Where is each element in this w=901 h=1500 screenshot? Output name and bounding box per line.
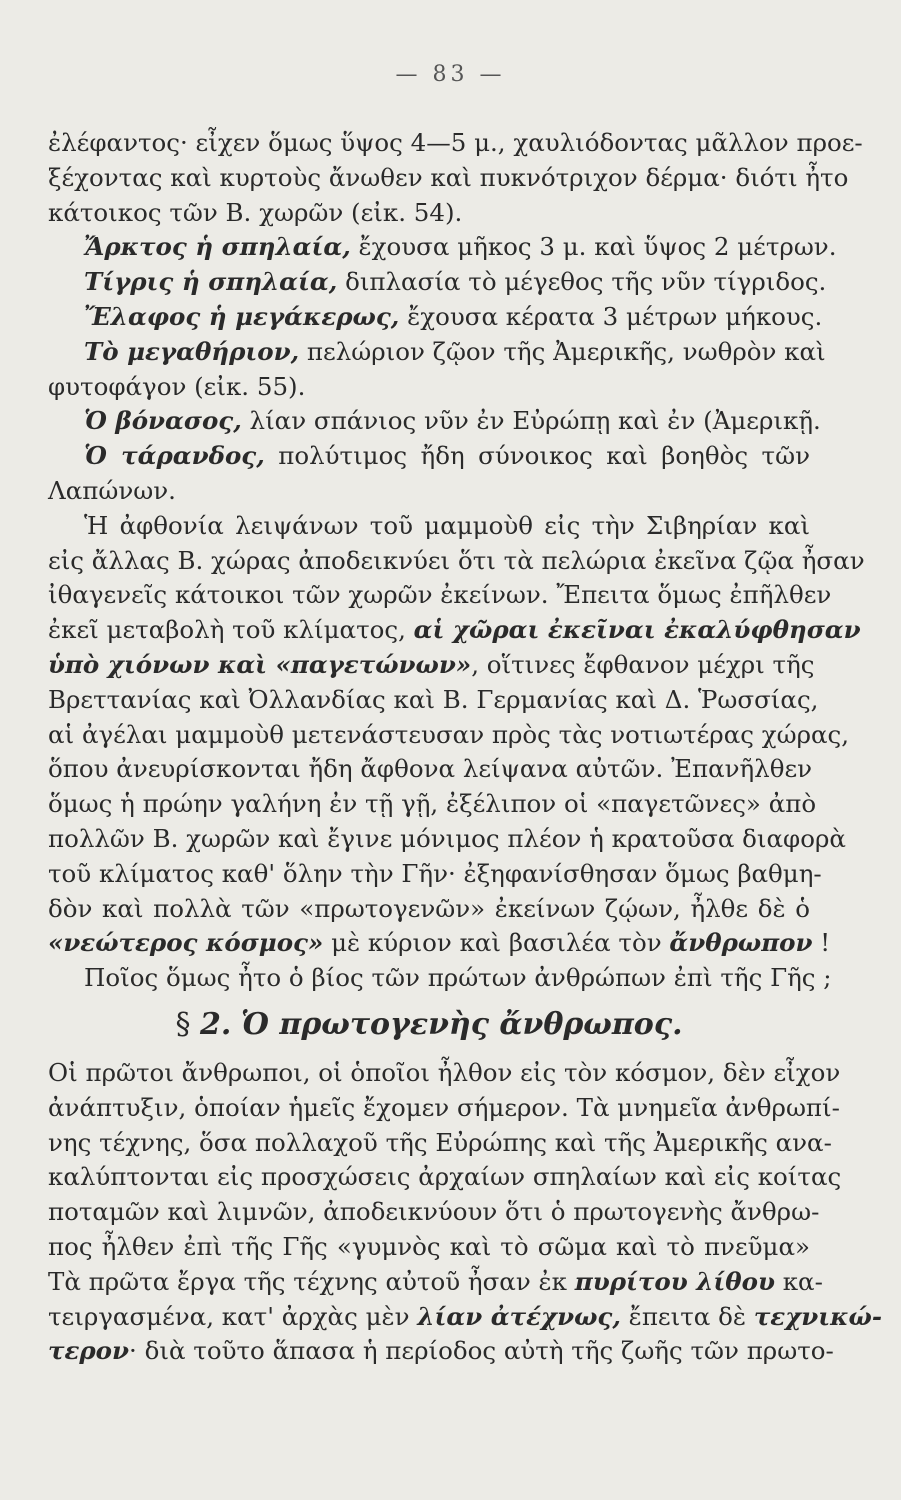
text-line: ἀνάπτυξιν, ὁποίαν ἡμεῖς ἔχομεν σήμερον. Τὰ μνημεῖα ἀνθρωπί- — [48, 1092, 840, 1122]
text-line: Ἡ ἀφθονία λειψάνων τοῦ μαμμοὺθ εἰς τὴν Σιβηρίαν καὶ — [84, 510, 810, 540]
text-line: νης τέχνης, ὅσα πολλαχοῦ τῆς Εὐρώπης καὶ τῆς Ἀμερικῆς ανα- — [48, 1127, 832, 1157]
animal-desc: λίαν σπάνιος νῦν ἐν Εὐρώπῃ καὶ ἐν (Ἀμερικῇ. — [241, 406, 821, 436]
text-run: τειργασμένα, κατ' ἀρχὰς μὲν — [48, 1301, 418, 1331]
text-line: φυτοφάγον (εἰκ. 55). — [48, 371, 306, 401]
text-run: ἐκεῖ μεταβολὴ τοῦ κλίματος, — [48, 615, 414, 645]
section-sign: § — [175, 1006, 191, 1042]
animal-name: Ὁ βόνασος, — [84, 406, 242, 436]
emphasis-text: ὑπὸ χιόνων καὶ «παγετώνων» — [48, 649, 472, 679]
text-run: · διὰ τοῦτο ἅπασα ἡ περίοδος αὐτὴ τῆς ζωῆς τῶν πρωτο- — [129, 1336, 834, 1366]
text-line — [48, 1334, 834, 1369]
text-line: Βρεττανίας καὶ Ὀλλανδίας καὶ Β. Γερμανίας καὶ Δ. Ῥωσσίας, — [48, 684, 819, 714]
text-line: τοῦ κλίματος καθ' ὅλην τὴν Γῆν· ἐξηφανίσθησαν ὅμως βαθμη- — [48, 858, 822, 888]
animal-desc: διπλασία τὸ μέγεθος τῆς νῦν τίγριδος. — [337, 267, 827, 297]
text-line: ὅπου ἀνευρίσκονται ἤδη ἄφθονα λείψανα αὐτῶν. Ἐπανῆλθεν — [48, 754, 813, 784]
text-line: αἱ ἀγέλαι μαμμοὺθ μετενάστευσαν πρὸς τὰς νοτιωτέρας χώρας, — [48, 719, 850, 749]
text-line — [48, 1265, 823, 1300]
text-line: ὅμως ἡ πρώην γαλήνη ἐν τῇ γῇ, ἐξέλιπον οἱ «παγετῶνες» ἀπὸ — [48, 789, 817, 819]
text-line — [48, 648, 815, 683]
text-line — [48, 926, 831, 961]
animal-name: Ὁ τάρανδος, — [84, 441, 265, 471]
emphasis-text: αἱ χῶραι ἐκεῖναι ἐκαλύφθησαν — [413, 615, 861, 645]
text-run: , οἵτινες ἔφθανον μέχρι τῆς — [471, 649, 815, 679]
emphasis-text: πυρίτου λίθου — [574, 1266, 775, 1296]
emphasis-text: τεχνικώ- — [753, 1301, 883, 1331]
text-line: δὸν καὶ πολλὰ τῶν «πρωτογενῶν» ἐκείνων ζῴων, ἦλθε δὲ ὁ — [48, 893, 810, 923]
animal-desc: ἔχουσα μῆκος 3 μ. καὶ ὕψος 2 μέτρων. — [350, 232, 837, 262]
text-line: ἰθαγενεῖς κάτοικοι τῶν χωρῶν ἐκείνων. Ἔπειτα ὅμως ἐπῆλθεν — [48, 580, 832, 610]
text-run: ! — [812, 928, 831, 958]
emphasis-text: «νεώτερος κόσμος» — [48, 928, 324, 958]
text-line: πολλῶν Β. χωρῶν καὶ ἔγινε μόνιμος πλέον ἡ κρατοῦσα διαφορὰ — [48, 823, 846, 853]
emphasis-text: ἄνθρωπον — [669, 928, 813, 958]
animal-entry — [48, 230, 837, 265]
text-line: πος ἦλθεν ἐπὶ τῆς Γῆς «γυμνὸς καὶ τὸ σῶμα καὶ τὸ πνεῦμα» — [48, 1231, 810, 1261]
section-title: Ὁ πρωτογενὴς ἄνθρωπος. — [240, 1006, 683, 1042]
animal-desc: πολύτιμος ἤδη σύνοικος καὶ βοηθὸς τῶν — [264, 441, 810, 471]
animal-name: Τὸ μεγαθήριον, — [84, 336, 300, 366]
emphasis-text: λίαν ἀτέχνως, — [417, 1301, 621, 1331]
text-run: Τὰ πρῶτα ἔργα τῆς τέχνης αὐτοῦ ἦσαν ἐκ — [48, 1266, 575, 1296]
animal-desc: πελώριον ζῷον τῆς Ἀμερικῆς, νωθρὸν καὶ — [299, 336, 826, 366]
text-line: Ποῖος ὅμως ἦτο ὁ βίος τῶν πρώτων ἀνθρώπων ἐπὶ τῆς Γῆς ; — [84, 963, 832, 993]
page-number: — 83 — — [395, 62, 506, 87]
emphasis-text: τερον — [48, 1336, 130, 1366]
text-run: ἔπειτα δὲ — [620, 1301, 754, 1331]
animal-entry — [48, 300, 823, 335]
text-run: μὲ κύριον καὶ βασιλέα τὸν — [323, 928, 670, 958]
animal-desc: ἔχουσα κέρατα 3 μέτρων μήκους. — [399, 301, 823, 331]
text-line: ξέχοντας καὶ κυρτοὺς ἄνωθεν καὶ πυκνότριχον δέρμα· διότι ἦτο — [48, 162, 849, 192]
animal-entry — [48, 335, 826, 370]
text-line: Οἱ πρῶτοι ἄνθρωποι, οἱ ὁποῖοι ἦλθον εἰς τὸν κόσμον, δὲν εἶχον — [48, 1057, 841, 1087]
text-line: καλύπτονται εἰς προσχώσεις ἀρχαίων σπηλαίων καὶ εἰς κοίτας — [48, 1162, 842, 1192]
text-line — [48, 1300, 883, 1335]
text-line: ποταμῶν καὶ λιμνῶν, ἀποδεικνύουν ὅτι ὁ πρωτογενὴς ἄνθρω- — [48, 1197, 820, 1227]
text-line: Λαπώνων. — [48, 475, 176, 505]
text-run: κα- — [774, 1266, 823, 1296]
section-number: 2. — [200, 1006, 232, 1042]
text-line: εἰς ἄλλας Β. χώρας ἀποδεικνύει ὅτι τὰ πελώρια ἐκεῖνα ζῷα ἦσαν — [48, 545, 865, 575]
animal-name: Ἄρκτος ἡ σπηλαία, — [84, 232, 351, 262]
text-line: ἐλέφαντος· εἶχεν ὅμως ὕψος 4—5 μ., χαυλιόδοντας μᾶλλον προε- — [48, 128, 863, 157]
animal-name: Ἔλαφος ἡ μεγάκερως, — [84, 301, 400, 331]
text-line — [48, 613, 861, 648]
text-line: κάτοικος τῶν Β. χωρῶν (εἰκ. 54). — [48, 197, 463, 227]
animal-entry — [48, 404, 821, 439]
page-body — [48, 126, 883, 1369]
animal-name: Τίγρις ἡ σπηλαία, — [84, 267, 338, 297]
section-heading — [48, 1000, 810, 1050]
animal-entry — [48, 439, 810, 474]
animal-entry — [48, 265, 827, 300]
